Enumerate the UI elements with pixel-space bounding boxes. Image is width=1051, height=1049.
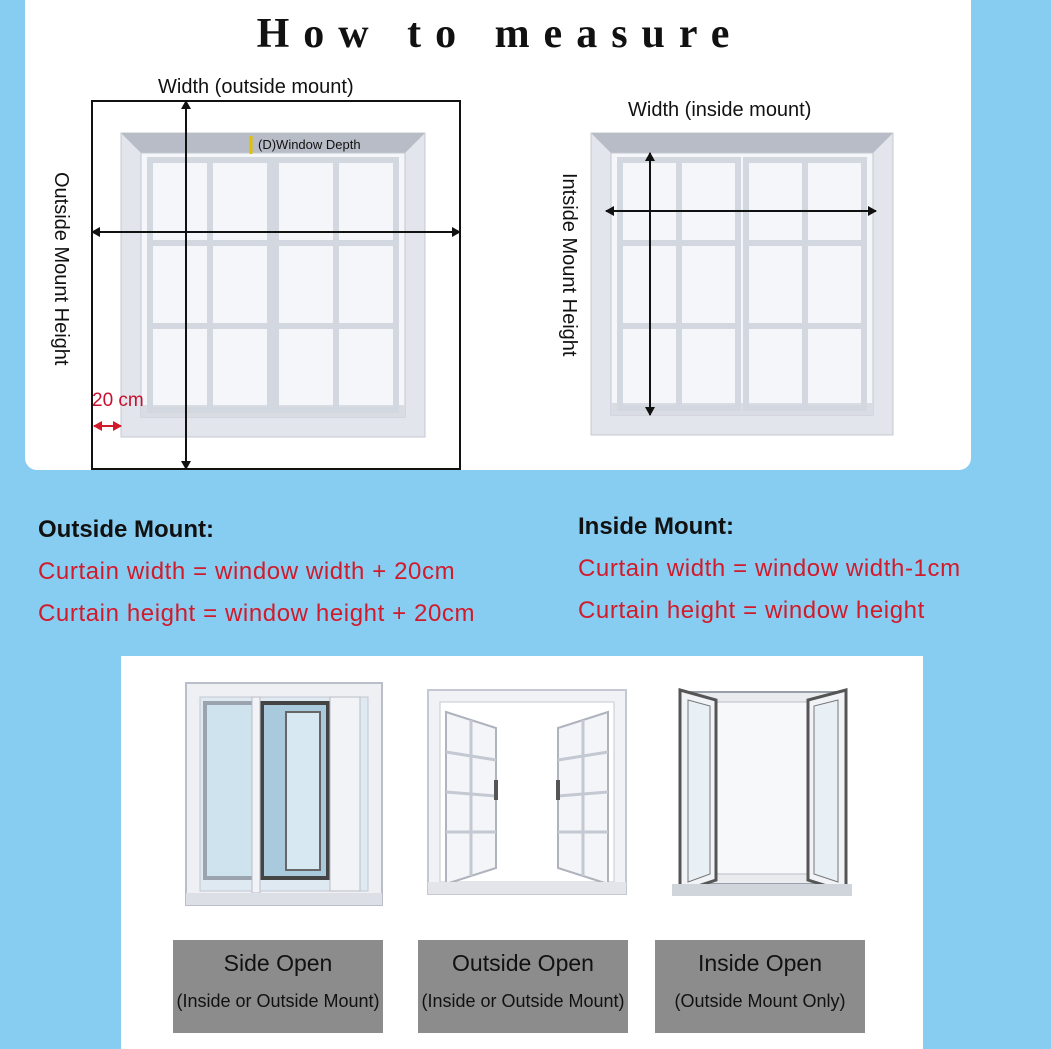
- open-type-inside: [655, 940, 865, 1033]
- inside-height-formula: Curtain height = window height: [578, 597, 925, 624]
- inside-height-label: Intside Mount Height: [558, 173, 580, 357]
- outside-mount-window: [92, 101, 460, 469]
- open-type-name: Outside Open: [452, 950, 594, 976]
- open-type-name: Inside Open: [697, 950, 823, 976]
- outside-height-label: Outside Mount Height: [50, 172, 72, 366]
- inside-width-label: Width (inside mount): [628, 99, 812, 121]
- measurement-diagrams: [0, 0, 1051, 480]
- open-type-outside: [418, 940, 628, 1033]
- window-depth-label: (D)Window Depth: [258, 137, 361, 152]
- open-type-side: [173, 940, 383, 1033]
- inside-width-formula: Curtain width = window width-1cm: [578, 555, 961, 582]
- outside-mount-heading: Outside Mount:: [38, 516, 214, 543]
- open-type-note: (Outside Mount Only): [674, 991, 846, 1011]
- outside-height-formula: Curtain height = window height + 20cm: [38, 600, 476, 627]
- open-type-note: (Inside or Outside Mount): [421, 991, 625, 1011]
- inside-mount-window: [591, 133, 893, 435]
- open-type-name: Side Open: [223, 950, 333, 976]
- inside-mount-heading: Inside Mount:: [578, 513, 734, 540]
- page-title: How to measure: [256, 11, 744, 57]
- offset-label: 20 cm: [92, 390, 144, 411]
- outside-width-label: Width (outside mount): [158, 76, 354, 98]
- outside-width-formula: Curtain width = window width + 20cm: [38, 558, 456, 585]
- open-type-note: (Inside or Outside Mount): [176, 991, 380, 1011]
- outside-mount-section: [38, 516, 475, 642]
- inside-mount-section: [578, 513, 961, 639]
